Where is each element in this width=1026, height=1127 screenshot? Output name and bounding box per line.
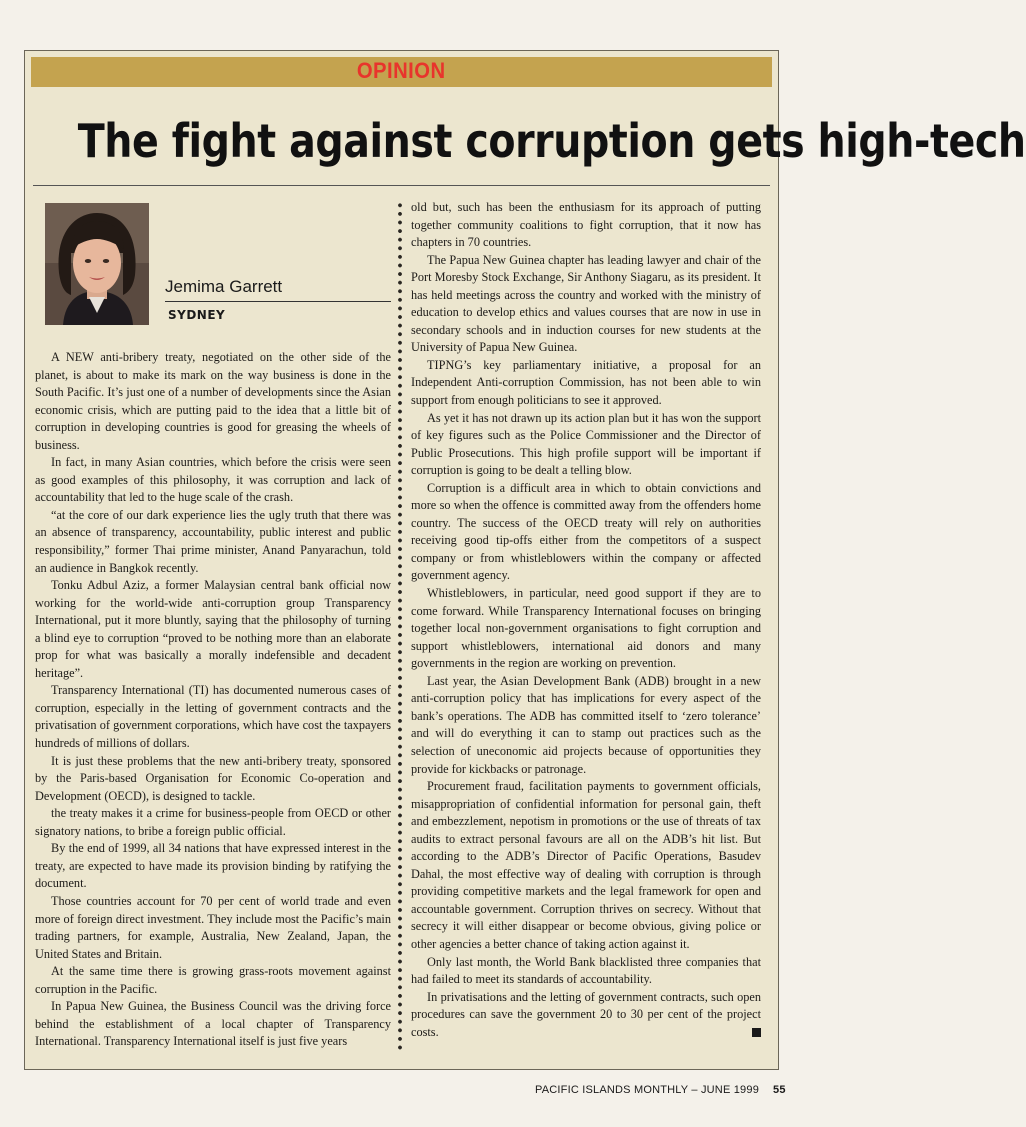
paragraph: Tonku Adbul Aziz, a former Malaysian central bank official now working for the world-wide anti-corruption group Transparency International, put it more bluntly, saying that the philosophy of turning a blind eye to corruption “proved to be nothing more than an elaborate prop for what was basically a morally indefensible and decadent heritage”. — [35, 578, 391, 680]
paragraph: Whistleblowers, in particular, need good support if they are to come forward. While Transparency International focuses on bringing together local non-government organisations to fight corruption and support whistleblowers, international aid donors and many governments in the region are working on prevention. — [411, 586, 761, 671]
headline-rule — [33, 185, 770, 186]
page-footer — [535, 1084, 786, 1096]
publication-info: PACIFIC ISLANDS MONTHLY – JUNE 1999 — [535, 1084, 760, 1096]
paragraph: “at the core of our dark experience lies the ugly truth that there was an absence of transparency, accountability, public interest and public responsibility,” former Thai prime minister, Anand Panyarachun, told an audience in Bangkok recently. — [35, 507, 391, 575]
paragraph: Those countries account for 70 per cent of world trade and even more of foreign direct investment. They include most the Pacific’s main trading partners, for example, Australia, New Zealand, Japan, the United States and Britain. — [35, 893, 391, 961]
author-name: Jemima Garrett — [165, 277, 283, 296]
paragraph-text: In privatisations and the letting of government contracts, such open procedures can save the government 20 to 30 per cent of the project costs. — [411, 989, 761, 1039]
paragraph: At the same time there is growing grass-roots movement against corruption in the Pacific. — [35, 964, 391, 996]
byline-rule — [165, 301, 391, 302]
article-frame — [24, 50, 1026, 1070]
paragraph: A NEW anti-bribery treaty, negotiated on the other side of the planet, is about to make its mark on the way business is done in the South Pacific. It’s just one of a number of developments since the Asian economic crisis, which are putting paid to the idea that a little bit of corruption in developing countries is good for greasing the wheels of business. — [35, 350, 391, 452]
paragraph: the treaty makes it a crime for business-people from OECD or other signatory nations, to bribe a foreign public official. — [35, 806, 391, 838]
section-bar — [31, 57, 772, 87]
paragraph: Procurement fraud, facilitation payments to government officials, misappropriation of confidential information for personal gain, theft and embezzlement, nepotism in promotions or the use of threats of tax audits to extract personal favours are all on the ADB’s hit list. But according to the ADB’s Director of Pacific Operations, Basudev Dahal, the most effective way of dealing with corruption is through providing competitive markets and the legal framework for open and accountable government. Corruption thrives on secrecy. Without that secrecy it will either disappear or become obvious, giving police or other agencies a better chance of taking action against it. — [411, 779, 761, 951]
paragraph: Last year, the Asian Development Bank (ADB) brought in a new anti-corruption policy that has implications for every aspect of the bank’s operations. The ADB has committed itself to ‘zero tolerance’ and will do everything it can to stamp out practices such as the selection of uneconomic aid projects because of opportunities they provide for kickbacks or patronage. — [411, 673, 761, 776]
end-of-article-mark — [752, 1028, 761, 1037]
author-location: SYDNEY — [168, 308, 226, 322]
author-photo — [45, 203, 149, 325]
right-column — [411, 199, 761, 1041]
paragraph: Transparency International (TI) has documented numerous cases of corruption, especially in the letting of government contracts and the privatisation of government corporations, which have cost the taxpayers hundreds of millions of dollars. — [35, 683, 391, 751]
column-divider-dots — [396, 201, 404, 1053]
section-label: OPINION — [357, 58, 446, 83]
page-number: 55 — [773, 1084, 786, 1096]
paragraph: Only last month, the World Bank blacklisted three companies that had failed to meet its standards of accountability. — [411, 954, 761, 987]
paragraph: It is just these problems that the new anti-bribery treaty, sponsored by the Paris-based Organisation for Economic Co-operation and Development (OECD), is designed to tackle. — [35, 753, 391, 803]
paragraph: In fact, in many Asian countries, which before the crisis were seen as good examples of this philosophy, it was corruption and lack of accountability that led to the huge scale of the crash. — [35, 455, 391, 505]
paragraph: Corruption is a difficult area in which to obtain convictions and more so when the offence is committed away from the offenders home country. The success of the OECD treaty will rely on authorities receiving good tip-offs either from the competitors of a suspect company or from whistleblowers within the company or affected government agency. — [411, 480, 761, 583]
paragraph: By the end of 1999, all 34 nations that have expressed interest in the treaty, are expected to have made its provision binding by ratifying the document. — [35, 841, 391, 891]
paragraph: The Papua New Guinea chapter has leading lawyer and chair of the Port Moresby Stock Exchange, Sir Anthony Siagaru, as its president. It has held meetings across the country and worked with the ministry of education to develop ethics and values courses that are now in use in secondary schools and in induction courses for new students at the University of Papua New Guinea. — [411, 252, 761, 355]
paragraph: In Papua New Guinea, the Business Council was the driving force behind the establishment of a local chapter of Transparency International. Transparency International itself is just five years — [35, 999, 391, 1049]
paragraph — [411, 989, 761, 1042]
headline: The fight against corruption gets high-tech — [77, 114, 1026, 168]
paragraph: As yet it has not drawn up its action plan but it has won the support of key figures such as the Police Commissioner and the Director of Public Prosecutions. This high profile support will be important if corruption is going to be dealt a telling blow. — [411, 410, 761, 478]
paragraph: TIPNG’s key parliamentary initiative, a proposal for an Independent Anti-corruption Commission, has not been able to win support from enough politicians to see it approved. — [411, 357, 761, 408]
author-portrait-image — [45, 203, 149, 325]
paragraph: old but, such has been the enthusiasm for its approach of putting together community coalitions to fight corruption, that it now has chapters in 70 countries. — [411, 200, 761, 250]
left-column — [35, 349, 391, 1051]
